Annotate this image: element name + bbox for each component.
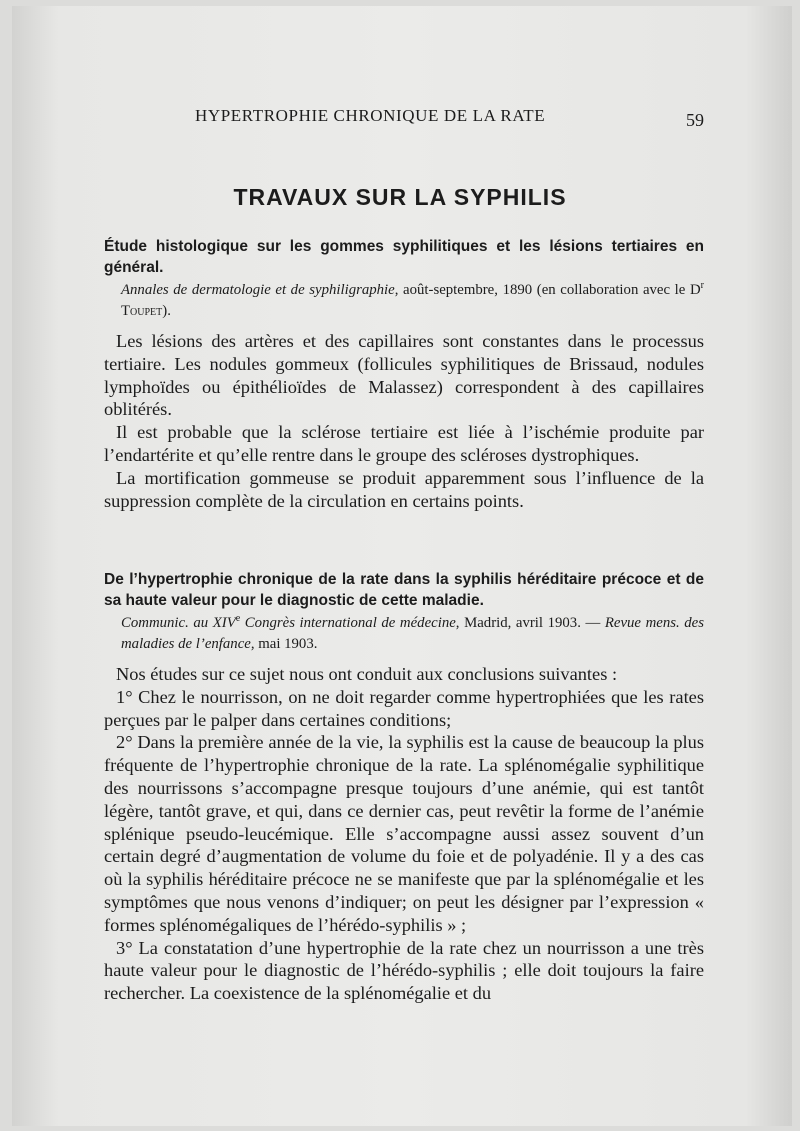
paragraph: Nos études sur ce sujet nous ont conduit aux conclusions suivantes : [116,664,618,684]
section-title: TRAVAUX SUR LA SYPHILIS [233,184,567,210]
journal-name: Annales de dermatologie et de syphiligraphie [121,282,395,298]
paragraph: 3° La constatation d’une hypertrophie de la rate chez un nourrisson a une très haute valeur pour le diagnostic de l’hérédo-syphilis ; elle doit toujours la faire rechercher. La coexistence de la splénomégalie et du [104,937,704,1004]
article-histologie [104,236,704,512]
article-source: Annales de dermatologie et de syphiligraphie, août-septembre, 1890 (en collaboration avec le $D^r$ Toupet). [121,280,704,319]
paragraph: Les lésions des artères et des capillaires sont constantes dans le processus tertiaire. Les nodules gommeux (follicules syphilitiques de Brissaud, nodules lymphoïdes ou épithélioïdes de Malassez) correspondent à des capillaires oblitérés. [104,331,704,420]
paragraph: 1° Chez le nourrisson, on ne doit regarder comme hypertrophiées que les rates perçues par le palper dans certaines conditions; [104,686,704,730]
article-rate [104,569,704,1005]
paragraph: Il est probable que la sclérose tertiaire est liée à l’ischémie produite par l’endartérite et qu’elle rentre dans le groupe des scléroses dystrophiques. [104,422,704,465]
paragraph: La mortification gommeuse se produit apparemment sous l’influence de la suppression complète de la circulation en certains points. [104,467,704,511]
coauthor-name: Toupet [121,303,163,319]
article-title: De l’hypertrophie chronique de la rate dans la syphilis héréditaire précoce et de sa haute valeur pour le diagnostic de cette maladie. [104,571,704,609]
article-source: Communic. au XIVe Congrès international de médecine, Madrid, avril 1903. — Revue mens. des maladies de l’enfance, mai 1903. [121,613,704,652]
running-head: HYPERTROPHIE CHRONIQUE DE LA RATE [195,106,546,125]
paragraph: 2° Dans la première année de la vie, la syphilis est la cause de beaucoup la plus fréquente de l’hypertrophie chronique de la rate. La splénomégalie syphilitique des nourrissons s’accompagne presque toujours d’une anémie, qui est tantôt légère, tantôt grave, et qui, dans ce dernier cas, peut revêtir la forme de l’anémie splénique pseudo-leucémique. Elle s’accompagne aussi assez souvent d’un certain degré d’augmentation de volume du foie et de polyadénie. Il y a des cas où la syphilis héréditaire précoce ne se manifeste que par la splénomégalie et les symptômes que nous venons d’indiquer; on peut les désigner par l’expression « formes splénomégaliques de l’hérédo-syphilis » ; [104,732,704,935]
article-title: Étude histologique sur les gommes syphilitiques et les lésions tertiaires en général. [104,238,704,276]
page-number: 59 [686,110,704,130]
